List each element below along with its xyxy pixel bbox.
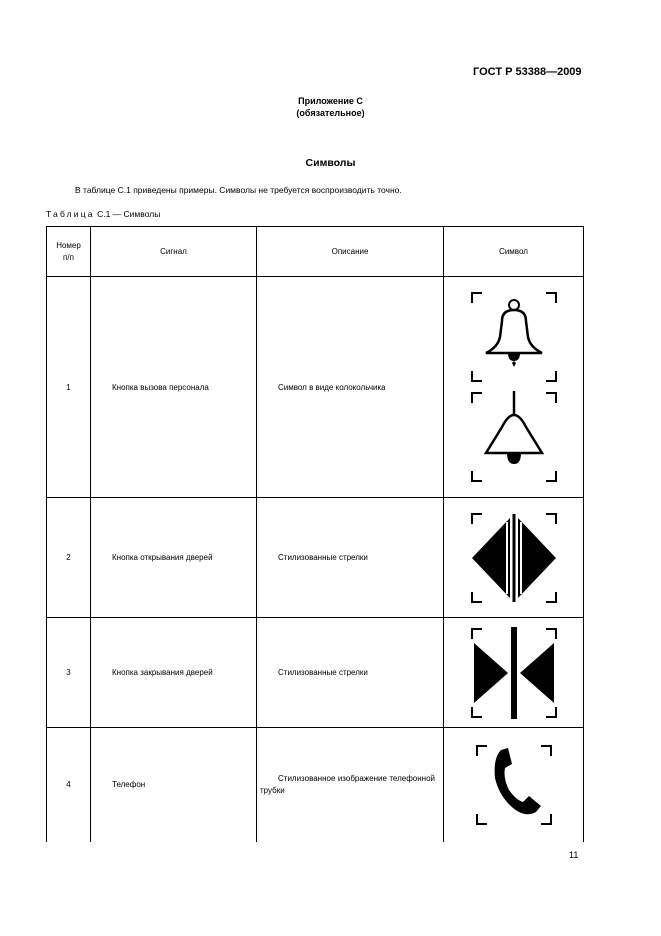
- row-signal: Кнопка открывания дверей: [91, 498, 257, 618]
- phone-handset-icon: [469, 740, 559, 830]
- row-symbol: [444, 618, 584, 728]
- row-description: Стилизованное изображение телефонной трубки: [257, 728, 444, 842]
- row-number: 3: [47, 618, 91, 728]
- header-description: Описание: [257, 227, 444, 277]
- row-description: Стилизованные стрелки: [257, 498, 444, 618]
- appendix-title: Приложение С: [298, 96, 363, 106]
- table-row: [47, 618, 584, 728]
- table-row: [47, 277, 584, 498]
- symbols-table: [46, 226, 584, 842]
- row-description: Стилизованные стрелки: [257, 618, 444, 728]
- section-title: Символы: [305, 157, 356, 169]
- header-symbol: Символ: [444, 227, 584, 277]
- intro-paragraph: В таблице С.1 приведены примеры. Символы не требуется воспроизводить точно.: [75, 185, 402, 195]
- header-number: Номер п/п: [47, 227, 91, 277]
- row-symbol: [444, 728, 584, 842]
- row-number: 2: [47, 498, 91, 618]
- row-signal: Кнопка вызова персонала: [91, 277, 257, 498]
- document-code: ГОСТ Р 53388—2009: [473, 66, 582, 78]
- appendix-subtitle: (обязательное): [296, 108, 365, 118]
- row-symbol: [444, 498, 584, 618]
- row-number: 1: [47, 277, 91, 498]
- row-description: Символ в виде колокольчика: [257, 277, 444, 498]
- door-open-arrows-icon: [464, 508, 564, 608]
- table-row: [47, 498, 584, 618]
- table-header-row: [47, 227, 584, 277]
- row-symbol: [444, 277, 584, 498]
- row-signal: Кнопка закрывания дверей: [91, 618, 257, 728]
- bell-icon: [464, 287, 564, 487]
- table-row: [47, 728, 584, 842]
- header-signal: Сигнал: [91, 227, 257, 277]
- row-number: 4: [47, 728, 91, 842]
- row-signal: Телефон: [91, 728, 257, 842]
- door-close-arrows-icon: [464, 623, 564, 723]
- table-caption: Таблица С.1 — Символы: [46, 209, 161, 219]
- page-number: 11: [569, 850, 579, 860]
